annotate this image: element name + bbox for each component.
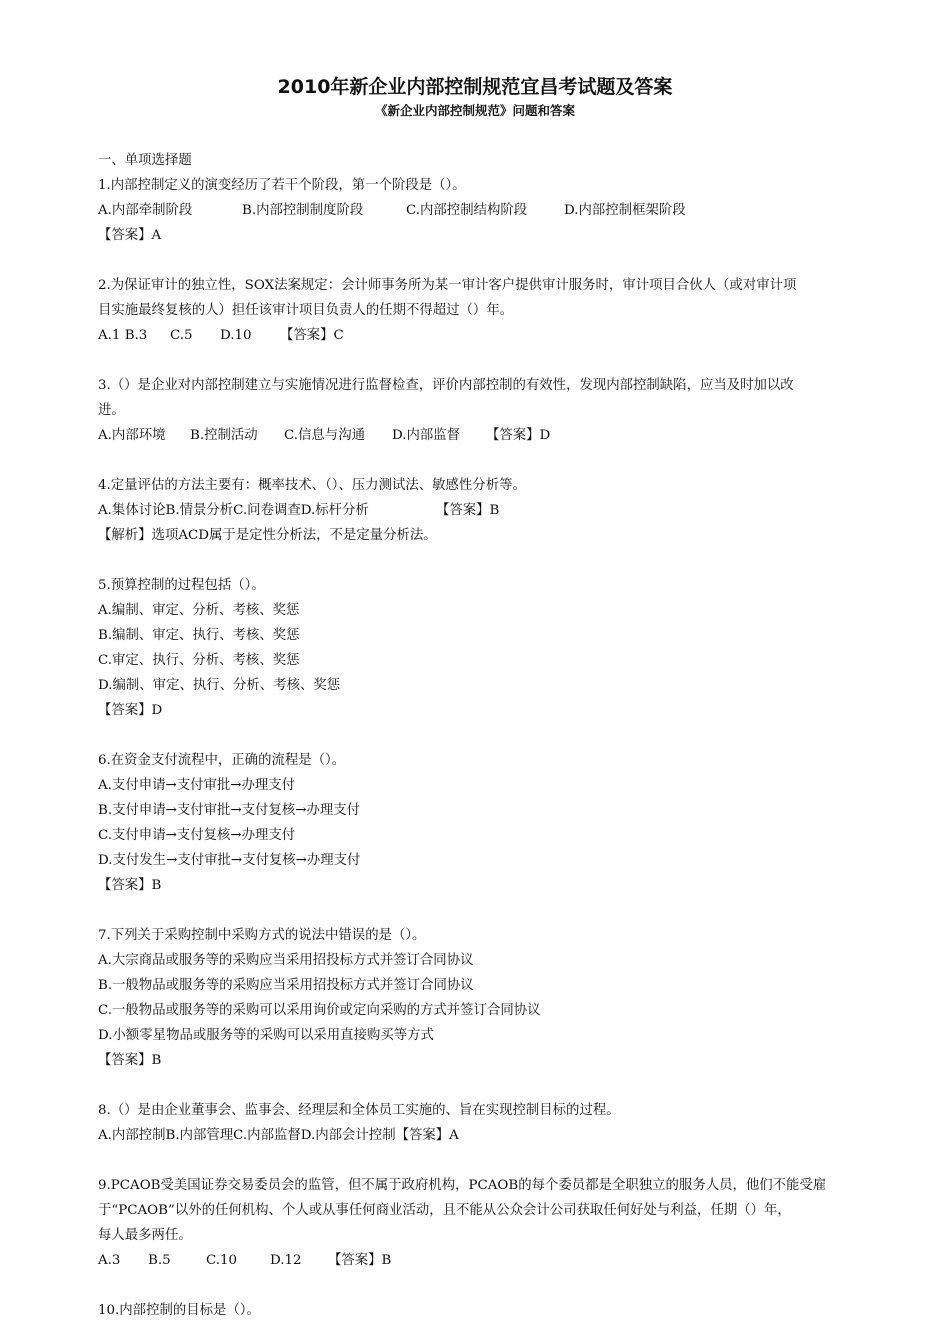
spacer xyxy=(98,723,858,748)
spacer xyxy=(98,548,858,573)
answer: 【答案】B xyxy=(436,503,500,518)
option-a: A.大宗商品或服务等的采购应当采用招投标方式并签订合同协议 xyxy=(98,953,474,968)
option-a: A.内部环境 xyxy=(98,428,166,443)
option-d: D.内部控制框架阶段 xyxy=(564,203,686,218)
question-stem: 1.内部控制定义的演变经历了若干个阶段，第一个阶段是（）。 xyxy=(98,178,466,193)
question-2 xyxy=(98,273,858,348)
question-9 xyxy=(98,1173,858,1273)
page-title: 2010年新企业内部控制规范宜昌考试题及答案 xyxy=(277,76,673,98)
answer: 【答案】A xyxy=(395,1128,459,1143)
question-8 xyxy=(98,1098,858,1148)
options-abcd: A.内部控制B.内部管理C.内部监督D.内部会计控制 xyxy=(98,1128,396,1143)
spacer xyxy=(98,1073,858,1098)
option-b: B.编制、审定、执行、考核、奖惩 xyxy=(98,628,300,643)
question-3 xyxy=(98,373,858,448)
option-d: D.10 xyxy=(220,328,252,343)
option-b: B.内部控制制度阶段 xyxy=(242,203,364,218)
question-stem: 7.下列关于采购控制中采购方式的说法中错误的是（）。 xyxy=(98,928,426,943)
option-c: C.一般物品或服务等的采购可以采用询价或定向采购的方式并签订合同协议 xyxy=(98,1003,541,1018)
spacer xyxy=(98,898,858,923)
spacer xyxy=(98,348,858,373)
question-4 xyxy=(98,473,858,548)
option-b: B.支付申请→支付审批→支付复核→办理支付 xyxy=(98,803,361,818)
answer: 【答案】C xyxy=(280,328,344,343)
options-abcd: A.集体讨论B.情景分析C.问卷调查D.标杆分析 xyxy=(98,503,369,518)
option-c: C.10 xyxy=(206,1253,238,1268)
option-a: A.支付申请→支付审批→办理支付 xyxy=(98,778,296,793)
question-stem: 于“PCAOB”以外的任何机构、个人或从事任何商业活动，且不能从公众会计公司获取任何好处与利益，任期（）年， xyxy=(98,1203,791,1218)
answer: 【答案】A xyxy=(98,228,162,243)
question-1 xyxy=(98,173,858,248)
option-c: C.5 xyxy=(170,328,193,343)
option-a: A.3 xyxy=(98,1253,121,1268)
option-a: A.内部牵制阶段 xyxy=(98,203,193,218)
option-ab: A.1 B.3 xyxy=(98,328,148,343)
question-stem: 8.（）是由企业董事会、监事会、经理层和全体员工实施的、旨在实现控制目标的过程。 xyxy=(98,1103,620,1118)
answer: 【答案】B xyxy=(98,878,162,893)
option-c: C.支付申请→支付复核→办理支付 xyxy=(98,828,296,843)
answer: 【答案】D xyxy=(98,703,163,718)
option-d: D.小额零星物品或服务等的采购可以采用直接购买等方式 xyxy=(98,1028,434,1043)
question-7 xyxy=(98,923,858,1073)
option-d: D.支付发生→支付审批→支付复核→办理支付 xyxy=(98,853,361,868)
question-stem: 3.（）是企业对内部控制建立与实施情况进行监督检查，评价内部控制的有效性，发现内部控制缺陷，应当及时加以改 xyxy=(98,378,794,393)
answer: 【答案】B xyxy=(98,1053,162,1068)
option-c: C.信息与沟通 xyxy=(284,428,365,443)
option-c: C.审定、执行、分析、考核、奖惩 xyxy=(98,653,300,668)
question-stem: 4.定量评估的方法主要有：概率技术、（）、压力测试法、敏感性分析等。 xyxy=(98,478,526,493)
option-d: D.12 xyxy=(270,1253,302,1268)
question-options xyxy=(98,423,858,448)
option-b: B.一般物品或服务等的采购应当采用招投标方式并签订合同协议 xyxy=(98,978,474,993)
question-stem: 9.PCAOB受美国证券交易委员会的监管，但不属于政府机构，PCAOB的每个委员都是全职独立的服务人员，他们不能受雇 xyxy=(98,1178,827,1193)
question-stem: 2.为保证审计的独立性，SOX法案规定：会计师事务所为某一审计客户提供审计服务时，审计项目合伙人（或对审计项 xyxy=(98,278,797,293)
question-options xyxy=(98,198,858,223)
question-options xyxy=(98,498,858,523)
section-heading: 一、单项选择题 xyxy=(98,153,192,168)
question-options xyxy=(98,1123,858,1148)
question-stem: 目实施最终复核的人）担任该审计项目负责人的任期不得超过（）年。 xyxy=(98,303,514,318)
question-options xyxy=(98,1248,858,1273)
analysis: 【解析】选项ACD属于是定性分析法，不是定量分析法。 xyxy=(98,528,437,543)
question-10 xyxy=(98,1298,858,1323)
question-options xyxy=(98,323,858,348)
spacer xyxy=(98,1273,858,1298)
question-5 xyxy=(98,573,858,723)
option-c: C.内部控制结构阶段 xyxy=(406,203,528,218)
question-stem: 6.在资金支付流程中，正确的流程是（）。 xyxy=(98,753,346,768)
document-body xyxy=(98,148,858,1323)
spacer xyxy=(98,1148,858,1173)
option-d: D.内部监督 xyxy=(392,428,461,443)
question-stem: 5.预算控制的过程包括（）。 xyxy=(98,578,265,593)
question-stem: 进。 xyxy=(98,403,125,418)
question-stem: 10.内部控制的目标是（）。 xyxy=(98,1303,260,1318)
page-subtitle: 《新企业内部控制规范》问题和答案 xyxy=(374,103,575,118)
question-stem: 每人最多两任。 xyxy=(98,1228,192,1243)
spacer xyxy=(98,448,858,473)
answer: 【答案】D xyxy=(486,428,551,443)
option-b: B.5 xyxy=(148,1253,171,1268)
option-d: D.编制、审定、执行、分析、考核、奖惩 xyxy=(98,678,341,693)
option-b: B.控制活动 xyxy=(190,428,258,443)
option-a: A.编制、审定、分析、考核、奖惩 xyxy=(98,603,300,618)
answer: 【答案】B xyxy=(328,1253,392,1268)
question-6 xyxy=(98,748,858,898)
spacer xyxy=(98,248,858,273)
